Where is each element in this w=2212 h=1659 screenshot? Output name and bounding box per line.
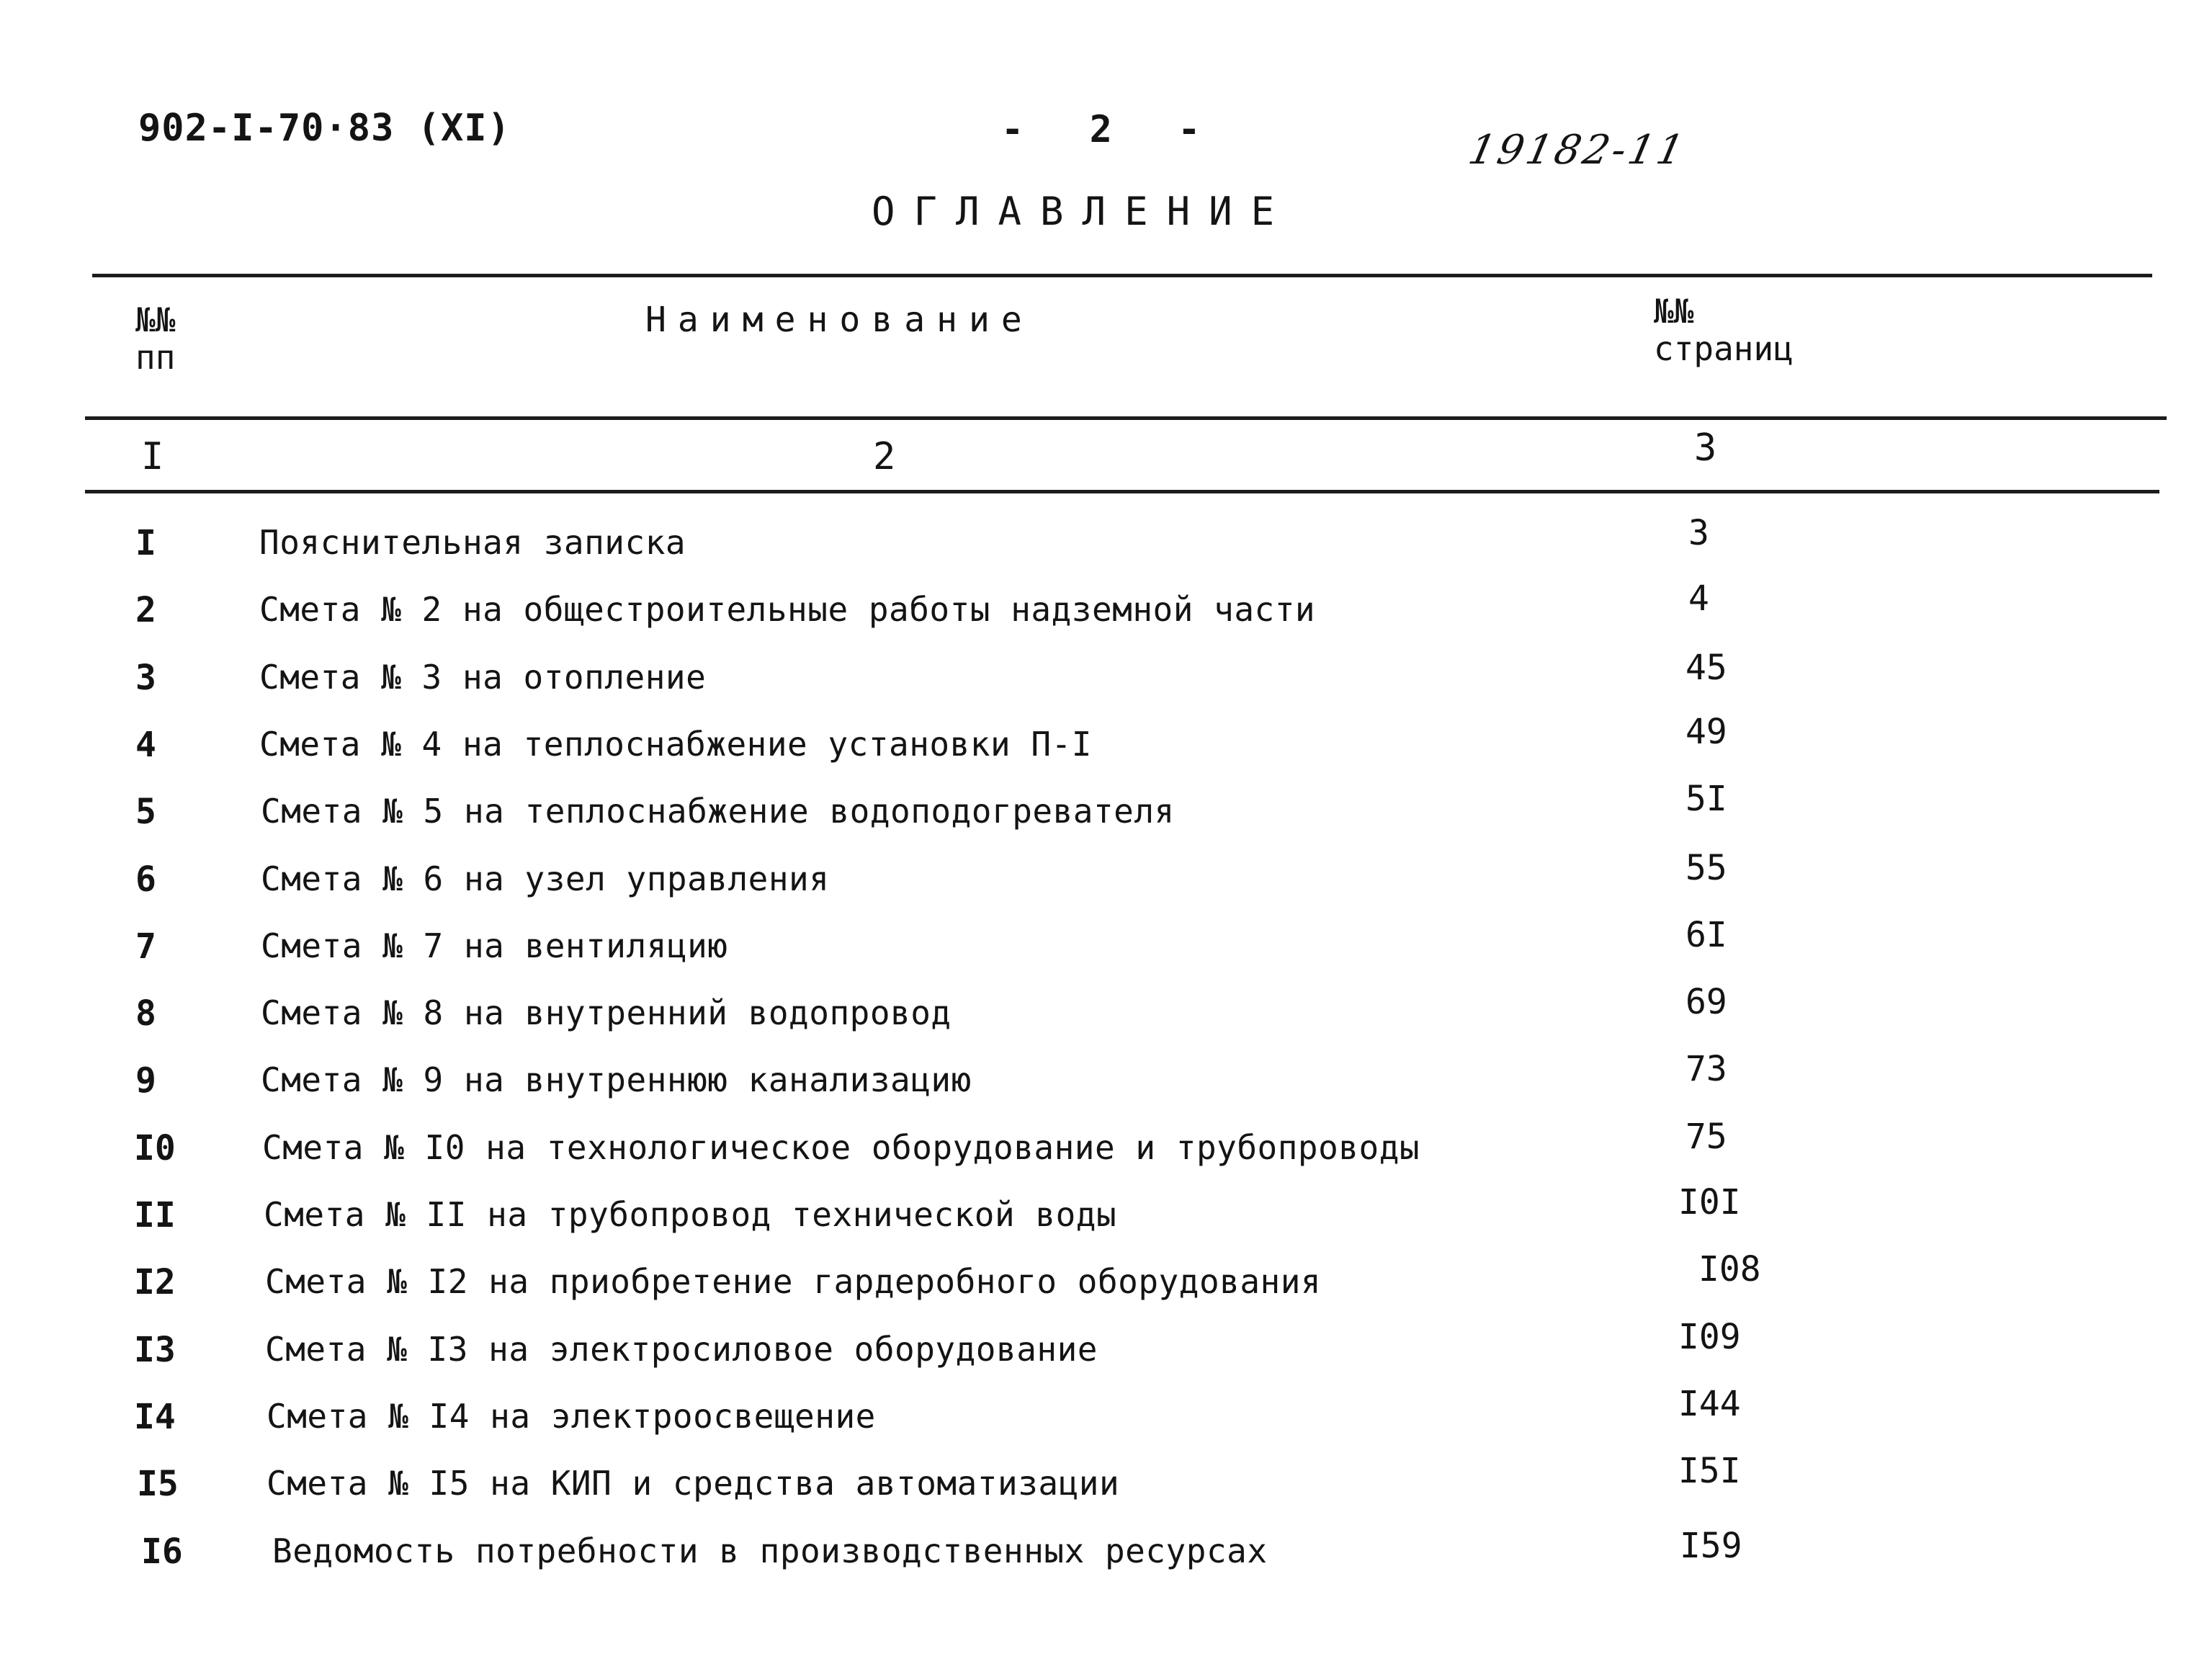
header-name: Наименование [645,300,1034,340]
row-page-number: 3 [1688,513,1709,553]
row-number: I [135,523,156,563]
row-number: 6 [135,859,156,900]
row-number: I4 [134,1397,176,1437]
row-title: Смета № 2 на общестроительные работы надземной части [259,590,1316,629]
row-number: 9 [135,1060,156,1101]
column-number-1: I [141,435,164,478]
row-number: 5 [135,792,156,832]
row-page-number: 6I [1685,915,1727,955]
row-title: Смета № I5 на КИП и средства автоматизации [267,1464,1120,1503]
row-title: Смета № I3 на электросиловое оборудование [265,1330,1098,1369]
row-page-number: 69 [1685,982,1727,1022]
row-title: Смета № 6 на узел управления [261,859,830,898]
row-title: Смета № I0 на технологическое оборудование и трубопроводы [262,1128,1420,1167]
row-number: 8 [135,993,156,1034]
handwritten-inventory-number: 19182-11 [1464,127,1691,174]
row-title: Смета № 7 на вентиляцию [261,926,728,965]
row-title: Смета № 3 на отопление [259,658,707,697]
page-number: - 2 - [1001,108,1222,151]
row-number: 4 [135,725,156,765]
row-page-number: I5I [1678,1451,1741,1491]
row-page-number: 49 [1685,712,1727,752]
document-code: 902-I-70·83 (XI) [138,107,511,150]
row-title: Смета № II на трубопровод технической воды [264,1195,1117,1234]
row-page-number: I44 [1678,1384,1741,1424]
row-number: 2 [135,590,156,630]
row-number: II [134,1195,176,1235]
row-number: I5 [137,1464,179,1504]
row-title: Смета № I2 на приобретение гардеробного оборудования [265,1262,1322,1301]
row-page-number: 75 [1685,1117,1727,1157]
row-page-number: 55 [1685,848,1727,888]
row-page-number: I09 [1678,1317,1741,1357]
row-title: Смета № 9 на внутреннюю канализацию [261,1060,972,1099]
row-title: Смета № 4 на теплоснабжение установки П-I [259,725,1092,764]
column-number-3: 3 [1694,426,1717,470]
column-number-2: 2 [873,435,896,478]
row-page-number: 4 [1688,578,1709,619]
row-page-number: I0I [1678,1182,1741,1222]
row-title: Смета № 5 на теплоснабжение водоподогревателя [261,792,1175,831]
row-page-number: 73 [1685,1049,1727,1089]
header-page-numbers-line1: №№ [1654,292,1694,331]
row-title: Смета № 8 на внутренний водопровод [261,993,951,1032]
row-page-number: I59 [1680,1526,1742,1566]
header-page-numbers-line2: страниц [1654,329,1794,368]
row-title: Смета № I4 на электроосвещение [267,1397,876,1436]
row-page-number: 45 [1685,648,1727,688]
header-item-number-line2: пп [135,338,176,377]
header-item-number-line1: №№ [135,300,176,339]
row-number: I3 [134,1330,176,1370]
row-number: I0 [134,1128,176,1168]
row-title: Ведомость потребности в производственных ресурсах [272,1531,1268,1570]
row-title: Пояснительная записка [259,523,686,562]
row-number: I6 [141,1531,183,1572]
row-number: 7 [135,926,156,967]
table-of-contents-title: ОГЛАВЛЕНИЕ [872,189,1294,234]
row-page-number: I08 [1698,1249,1761,1289]
row-number: 3 [135,658,156,698]
row-number: I2 [134,1262,176,1302]
row-page-number: 5I [1685,779,1727,819]
